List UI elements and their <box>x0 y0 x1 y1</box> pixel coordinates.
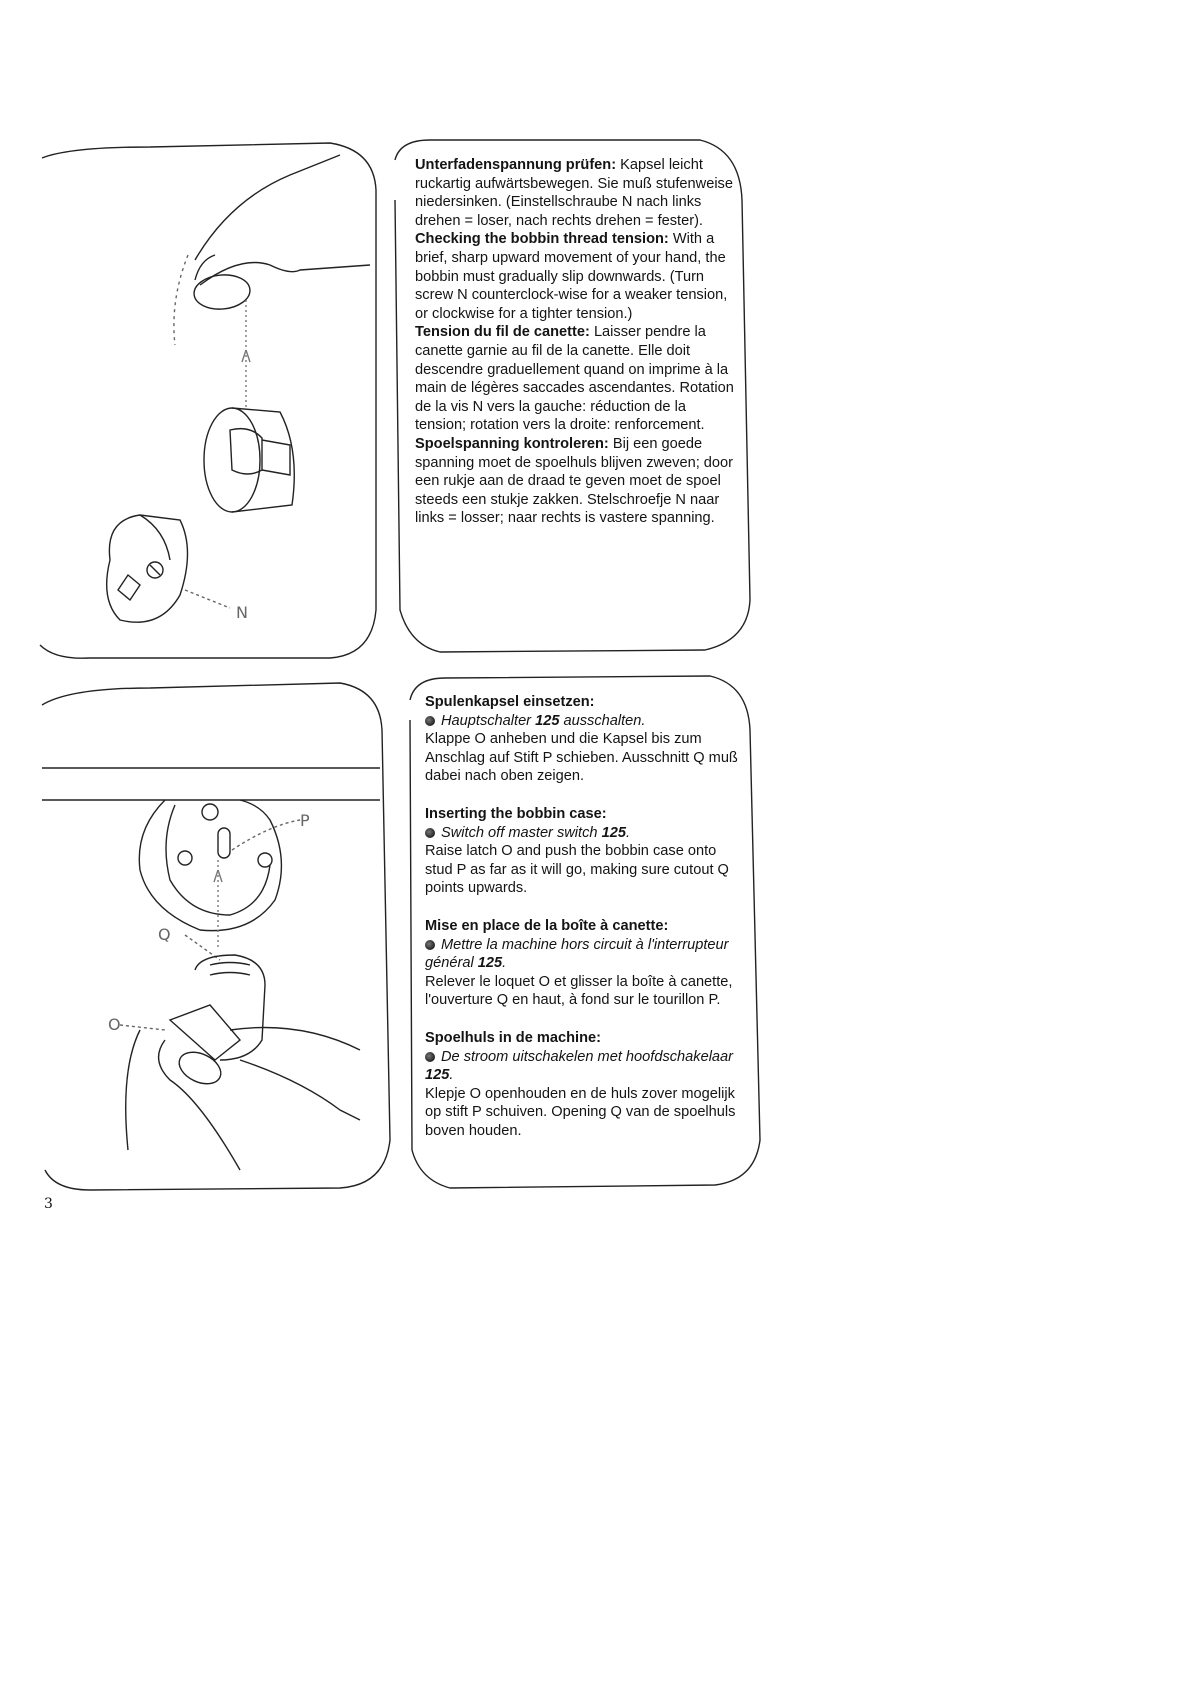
label-o: O <box>108 1015 121 1034</box>
paragraph-de <box>415 156 735 230</box>
bullet-dot-icon <box>425 940 435 950</box>
heading-fr: Tension du fil de canette: <box>415 324 590 341</box>
bullet-de: Hauptschalter 125 ausschalten. <box>425 712 745 731</box>
label-p: P <box>300 811 310 830</box>
section-nl <box>425 1029 745 1141</box>
heading-en: Checking the bobbin thread tension: <box>415 231 669 248</box>
heading-nl: Spoelspanning kontroleren: <box>415 435 609 452</box>
text-block-tension <box>415 156 735 528</box>
text-en: With a brief, sharp upward movement of your hand, the bobbin must gradually slip downwards. (Turn screw N counterclock-wise for a weaker tension, or clockwise for a tighter tension.) <box>415 231 728 322</box>
bullet-fr: Mettre la machine hors circuit à l'interrupteur général 125. <box>425 936 729 972</box>
heading-de: Spulenkapsel einsetzen: <box>425 694 595 710</box>
illustration-frame-1 <box>40 143 376 658</box>
text-nl: Klepje O openhouden en de huls zover mogelijk op stift P schuiven. Opening Q van de spoelhuls boven houden. <box>425 1085 736 1139</box>
text-en: Raise latch O and push the bobbin case onto stud P as far as it will go, making sure cutout Q points upwards. <box>425 843 729 897</box>
text-block-insert <box>425 693 745 1159</box>
heading-nl: Spoelhuls in de machine: <box>425 1029 601 1046</box>
bullet-dot-icon <box>425 828 435 838</box>
heading-de: Unterfadenspannung prüfen: <box>415 157 617 173</box>
bullet-nl: De stroom uitschakelen met hoofdschakelaar 125. <box>425 1048 734 1084</box>
illustration-frame-2 <box>42 683 390 1190</box>
bullet-dot-icon <box>425 716 435 726</box>
section-en <box>425 805 745 898</box>
paragraph-fr <box>415 323 735 435</box>
bullet-dot-icon <box>425 1052 435 1062</box>
bullet-en: Switch off master switch 125. <box>425 824 745 843</box>
text-fr: Laisser pendre la canette garnie au fil de la canette. Elle doit descendre graduellement quand on imprime à la main de légères saccades ascendantes. Rotation de la vis N vers la gauche: réduction de la tension; rotation vers la droite: renforcement. <box>415 324 734 434</box>
hand-illustration-1 <box>174 155 370 410</box>
page-number: 3 <box>44 1196 53 1212</box>
bobbin-case-hanging <box>204 408 294 512</box>
paragraph-nl <box>415 435 735 528</box>
section-de <box>425 693 745 786</box>
heading-en: Inserting the bobbin case: <box>425 805 607 822</box>
text-nl: Bij een goede spanning moet de spoelhuls blijven zweven; door een rukje aan de draad te geven moet de spoel steeds een stukje zakken. Stelschroefje N naar links = losser; naar rechts is vastere spanning. <box>415 435 734 527</box>
paragraph-en <box>415 230 735 323</box>
section-fr <box>425 917 745 1010</box>
hand-illustration-2 <box>120 955 360 1170</box>
heading-fr: Mise en place de la boîte à canette: <box>425 917 669 934</box>
label-n: N <box>236 603 248 622</box>
text-de: Kapsel leicht ruckartig aufwärtsbewegen. Sie muß stufenweise niedersinken. (Einstellschraube N nach links drehen = loser, nach rechts drehen = fester). <box>415 157 733 229</box>
bobbin-case-screw <box>107 515 230 622</box>
label-q: Q <box>158 925 171 944</box>
text-fr: Relever le loquet O et glisser la boîte à canette, l'ouverture Q en haut, à fond sur le tourillon P. <box>425 973 733 1009</box>
text-de: Klappe O anheben und die Kapsel bis zum Anschlag auf Stift P schieben. Ausschnitt Q muß dabei nach oben zeigen. <box>425 731 738 785</box>
